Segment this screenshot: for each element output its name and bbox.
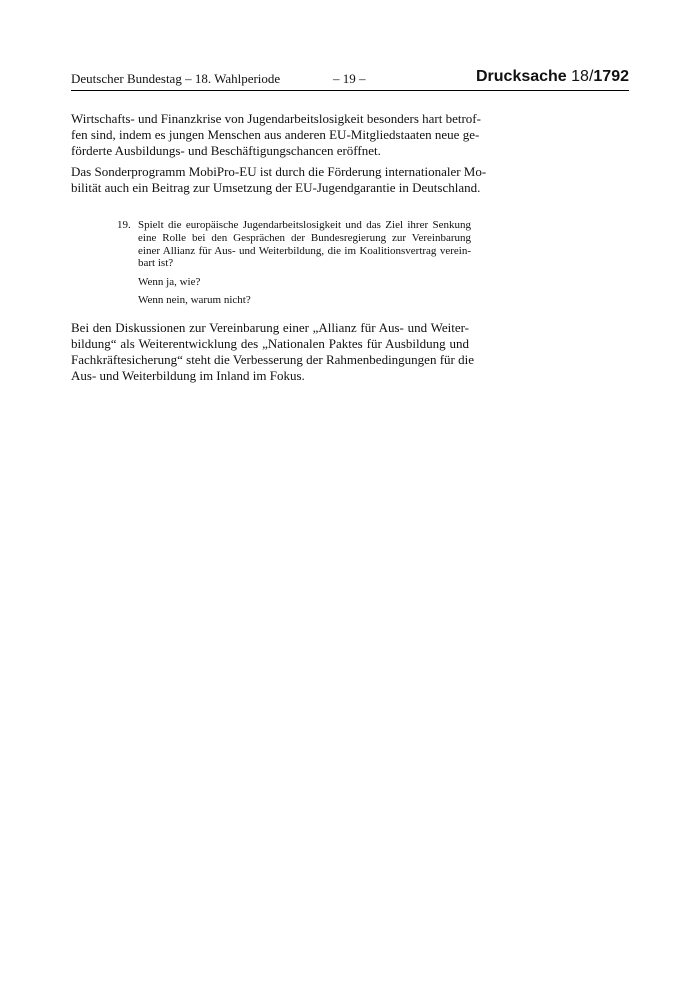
question-number: 19. [117, 219, 131, 231]
text-line: Das Sonderprogramm MobiPro-EU ist durch die Förderung internationaler Mo- [71, 164, 487, 179]
text-line: Wirtschafts- und Finanzkrise von Jugendarbeitslosigkeit besonders hart betrof- [71, 111, 481, 126]
document-label: Drucksache [475, 68, 567, 85]
mobipro-paragraph [71, 164, 487, 196]
document-number-suffix: 1792 [593, 68, 629, 85]
text-line: Bei den Diskussionen zur Vereinbarung einer „Allianz für Aus- und Weiter- [71, 320, 469, 335]
question-line: Wenn ja, wie? [138, 276, 201, 288]
text-line: Aus- und Weiterbildung im Inland im Fokus. [71, 368, 305, 383]
question-line: Wenn nein, warum nicht? [138, 294, 251, 306]
page-header [71, 70, 629, 91]
question-text [138, 219, 471, 270]
text-line: bildung“ als Weiterentwicklung des „Nationalen Paktes für Ausbildung und [71, 336, 469, 351]
question-line: einer Allianz für Aus- und Weiterbildung, die im Koalitionsvertrag verein- [138, 244, 471, 257]
text-line: Fachkräftesicherung“ steht die Verbesserung der Rahmenbedingungen für die [71, 352, 474, 367]
text-line: bilität auch ein Beitrag zur Umsetzung der EU-Jugendgarantie in Deutschland. [71, 180, 481, 195]
question-followup-yes [138, 276, 471, 289]
text-line: fen sind, indem es jungen Menschen aus anderen EU-Mitgliedstaaten neue ge- [71, 127, 480, 142]
header-parliament-period: Deutscher Bundestag – 18. Wahlperiode [71, 71, 281, 86]
question-followup-no [138, 294, 471, 307]
document-number-prefix: 18/ [571, 68, 594, 85]
question-line: eine Rolle bei den Gesprächen der Bundesregierung zur Vereinbarung [138, 231, 471, 244]
text-line: förderte Ausbildungs- und Beschäftigungschancen eröffnet. [71, 143, 381, 158]
answer-paragraph-continued [71, 111, 481, 159]
question-line: bart ist? [138, 257, 174, 270]
question-line: Spielt die europäische Jugendarbeitslosigkeit und das Ziel ihrer Senkung [138, 219, 471, 231]
document-number [476, 68, 629, 86]
page-number: – 19 – [333, 71, 366, 86]
answer-paragraph [71, 320, 474, 384]
